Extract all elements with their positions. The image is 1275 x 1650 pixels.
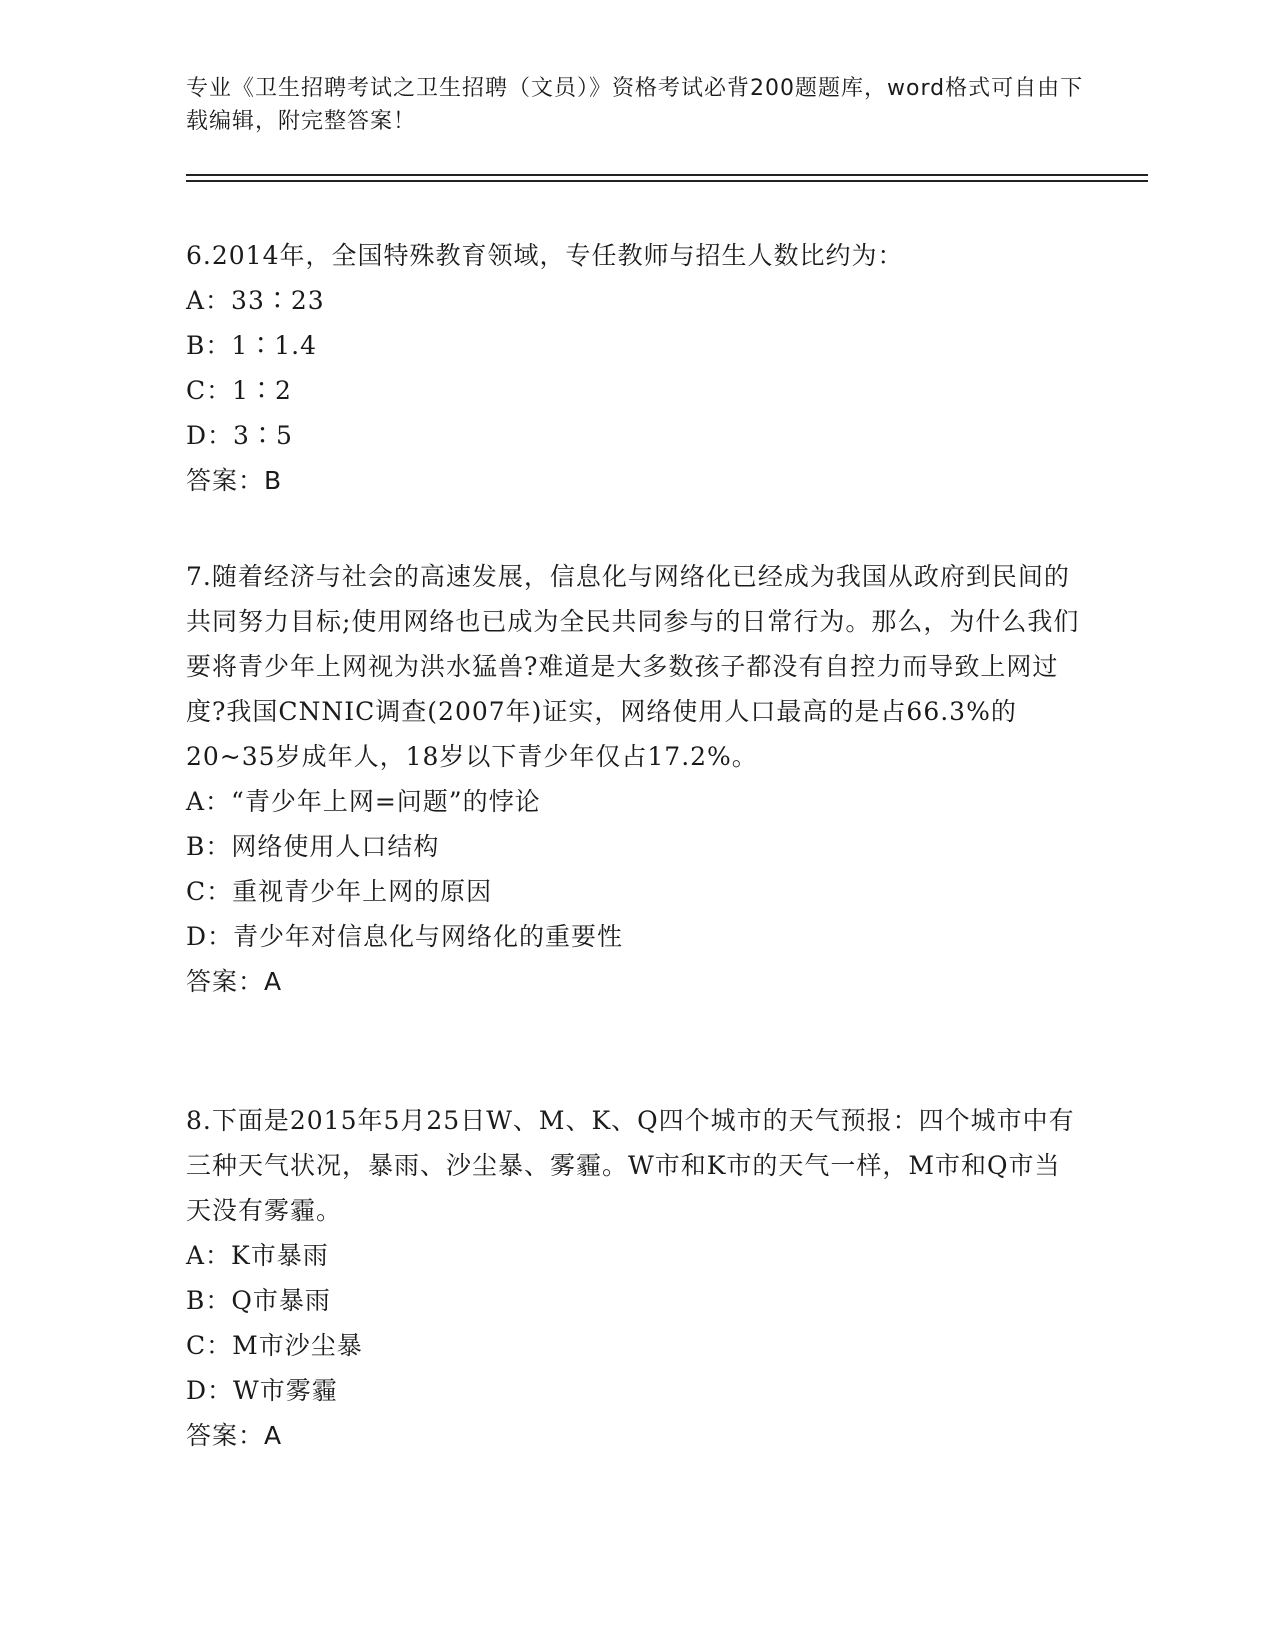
question-stem: 8.下面是2015年5月25日W、M、K、Q四个城市的天气预报：四个城市中有三种天气状况，暴雨、沙尘暴、雾霾。W市和K市的天气一样，M市和Q市当天没有雾霾。: [186, 1106, 1075, 1225]
option-a: A：“青少年上网=问题”的悖论: [186, 787, 541, 816]
option-c: C：1∶2: [186, 376, 292, 405]
option-b: B：1∶1.4: [186, 331, 318, 360]
document-header: [186, 72, 1086, 138]
question-stem: 6.2014年，全国特殊教育领域，专任教师与招生人数比约为：: [186, 241, 904, 270]
option-a: A：K市暴雨: [186, 1241, 329, 1270]
question-stem: 7.随着经济与社会的高速发展，信息化与网络化已经成为我国从政府到民间的共同努力目标;使用网络也已成为全民共同参与的日常行为。那么，为什么我们要将青少年上网视为洪水猛兽?难道是大多数孩子都没有自控力而导致上网过度?我国CNNIC调查(2007年)证实，网络使用人口最高的是占66.3%的20~35岁成年人，18岁以下青少年仅占17.2%。: [186, 562, 1080, 771]
option-b: B：网络使用人口结构: [186, 832, 440, 861]
option-a: A：33∶23: [186, 286, 325, 315]
option-b: B：Q市暴雨: [186, 1286, 331, 1315]
option-d: D：3∶5: [186, 421, 293, 450]
answer: 答案：A: [186, 967, 283, 996]
question-8: [186, 1098, 1086, 1458]
option-c: C：重视青少年上网的原因: [186, 877, 493, 906]
answer: 答案：B: [186, 466, 283, 495]
header-rule-top: [186, 174, 1148, 176]
option-d: D：青少年对信息化与网络化的重要性: [186, 922, 624, 951]
question-7: [186, 554, 1086, 1004]
document-title: 专业《卫生招聘考试之卫生招聘（文员）》资格考试必背200题题库，word格式可自由下载编辑，附完整答案！: [186, 76, 1084, 134]
option-c: C：M市沙尘暴: [186, 1331, 363, 1360]
option-d: D：W市雾霾: [186, 1376, 338, 1405]
question-6: [186, 233, 1086, 503]
header-rule-bottom: [186, 180, 1148, 182]
answer: 答案：A: [186, 1421, 283, 1450]
